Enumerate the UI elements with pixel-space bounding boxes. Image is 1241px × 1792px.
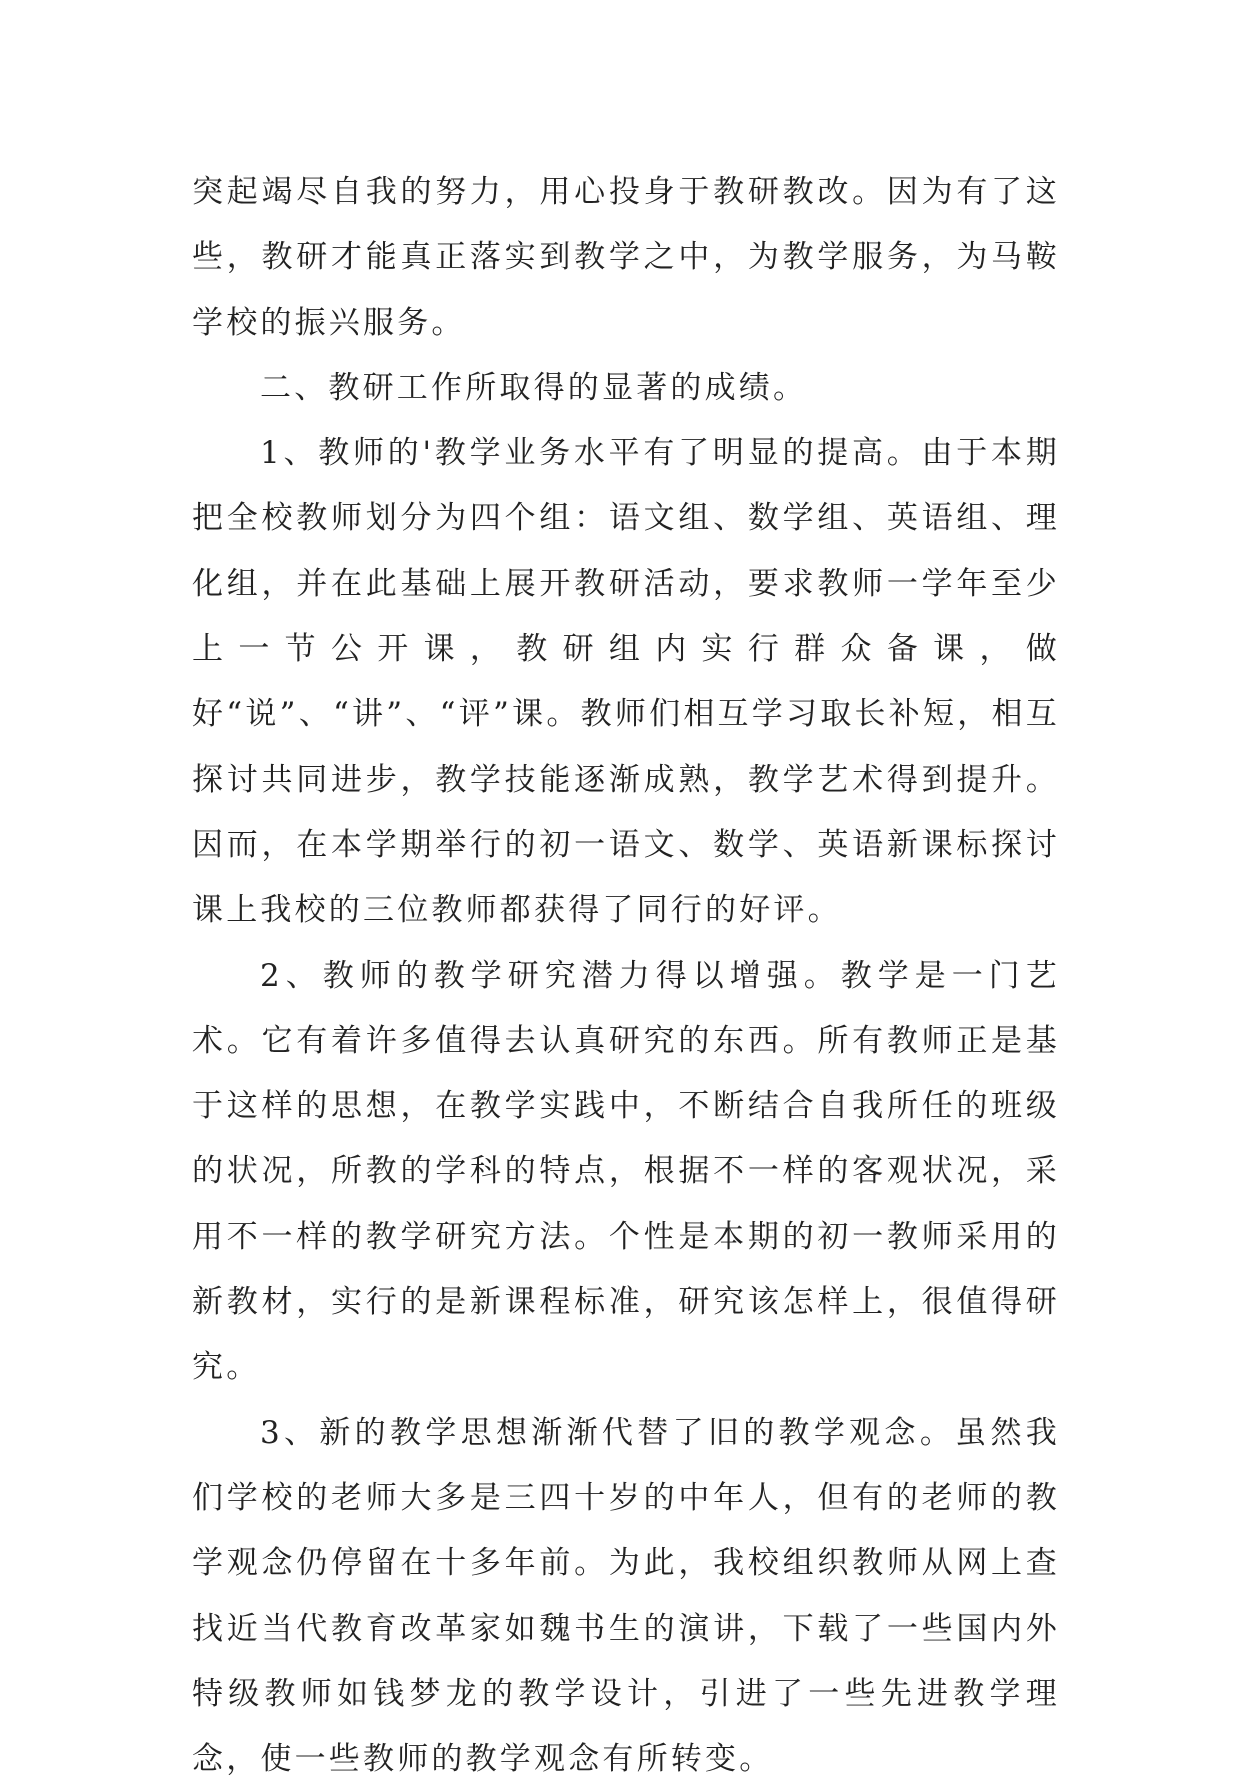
- paragraph-continuation: 突起竭尽自我的努力，用心投身于教研教改。因为有了这些，教研才能真正落实到教学之中，为教学服务，为马鞍学校的振兴服务。: [192, 174, 1060, 341]
- section-heading: 二、教研工作所取得的显著的成绩。: [260, 369, 808, 406]
- paragraph-item-3: 3、新的教学思想渐渐代替了旧的教学观念。虽然我们学校的老师大多是三四十岁的中年人，但有的老师的教学观念仍停留在十多年前。为此，我校组织教师从网上查找近当代教育改革家如魏书生的演讲，下载了一些国内外特级教师如钱梦龙的教学设计，引进了一些先进教学理念，使一些教师的教学观念有所转变。: [192, 1414, 1060, 1778]
- document-body: [192, 160, 1060, 1792]
- paragraph-item-1: 1、教师的'教学业务水平有了明显的提高。由于本期把全校教师划分为四个组：语文组、数学组、英语组、理化组，并在此基础上展开教研活动，要求教师一学年至少上一节公开课，教研组内实行群众备课，做好“说”、“讲”、“评”课。教师们相互学习取长补短，相互探讨共同进步，教学技能逐渐成熟，教学艺术得到提升。因而，在本学期举行的初一语文、数学、英语新课标探讨课上我校的三位教师都获得了同行的好评。: [192, 435, 1060, 929]
- paragraph-item-2: 2、教师的教学研究潜力得以增强。教学是一门艺术。它有着许多值得去认真研究的东西。所有教师正是基于这样的思想，在教学实践中，不断结合自我所任的班级的状况，所教的学科的特点，根据不一样的客观状况，采用不一样的教学研究方法。个性是本期的初一教师采用的新教材，实行的是新课程标准，研究该怎样上，很值得研究。: [192, 957, 1060, 1386]
